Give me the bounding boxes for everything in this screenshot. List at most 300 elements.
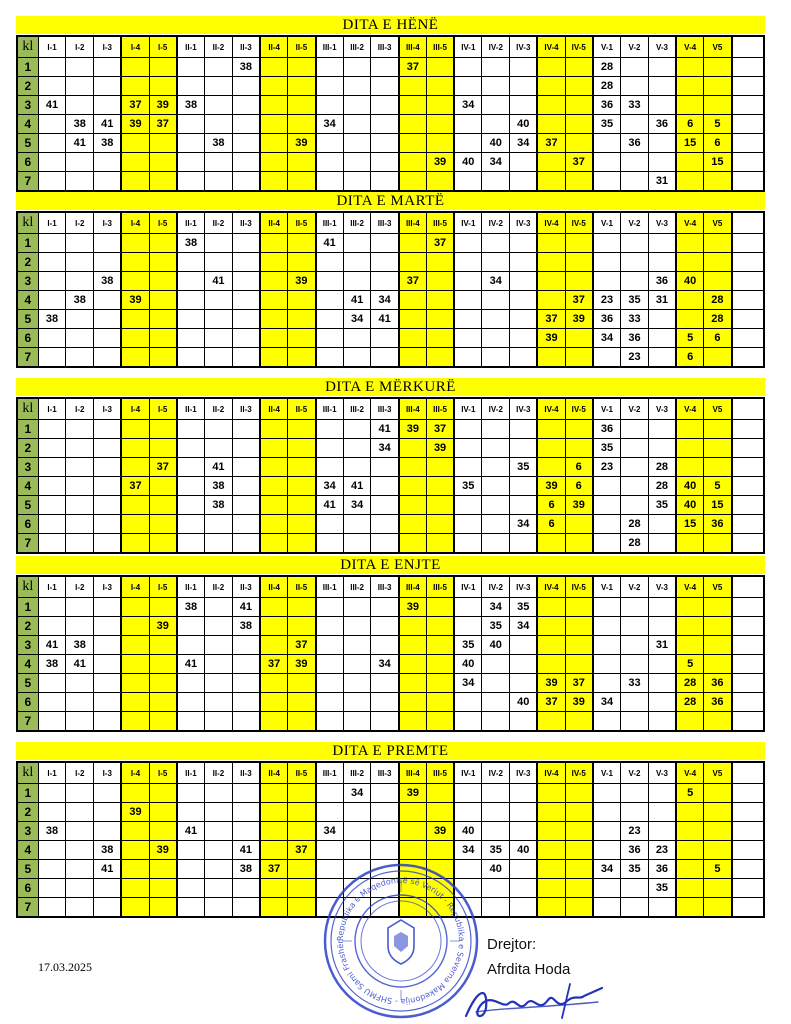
room-cell [399, 115, 427, 134]
period-number-cell: 4 [17, 477, 38, 496]
class-header-cell [732, 398, 764, 420]
room-cell [732, 674, 764, 693]
room-cell: 35 [648, 879, 676, 898]
room-cell: 38 [94, 841, 122, 860]
room-cell [205, 234, 233, 253]
room-cell: 39 [288, 655, 316, 674]
room-cell [732, 348, 764, 368]
room-cell [38, 115, 66, 134]
kl-header-cell: kl [17, 398, 38, 420]
room-cell [121, 310, 149, 329]
room-cell [482, 693, 510, 712]
room-cell [593, 496, 621, 515]
room-cell: 40 [676, 477, 704, 496]
room-cell [454, 348, 482, 368]
room-cell [205, 784, 233, 803]
class-header-cell: IV-2 [482, 762, 510, 784]
room-cell [593, 253, 621, 272]
school-stamp [322, 862, 480, 1020]
day-schedule-table [16, 35, 765, 192]
room-cell [149, 420, 177, 439]
room-cell [371, 534, 399, 554]
room-cell [205, 348, 233, 368]
room-cell [288, 822, 316, 841]
room-cell [732, 860, 764, 879]
room-cell [260, 153, 288, 172]
room-cell [426, 77, 454, 96]
class-header-cell: IV-1 [454, 576, 482, 598]
room-cell [260, 636, 288, 655]
room-cell [260, 134, 288, 153]
class-header-cell: II-5 [288, 212, 316, 234]
room-cell [371, 784, 399, 803]
period-row [17, 420, 764, 439]
room-cell [482, 96, 510, 115]
room-cell [343, 348, 371, 368]
class-header-cell: V-3 [648, 762, 676, 784]
room-cell [121, 784, 149, 803]
room-cell: 38 [94, 134, 122, 153]
room-cell [676, 636, 704, 655]
class-header-cell: V-1 [593, 762, 621, 784]
room-cell [66, 420, 94, 439]
class-header-cell: IV-4 [537, 36, 565, 58]
room-cell [316, 420, 344, 439]
class-header-cell: V-1 [593, 576, 621, 598]
room-cell: 40 [676, 496, 704, 515]
room-cell [371, 822, 399, 841]
room-cell [537, 841, 565, 860]
room-cell [260, 477, 288, 496]
room-cell [38, 234, 66, 253]
period-number-cell: 3 [17, 96, 38, 115]
room-cell [177, 291, 205, 310]
room-cell [232, 272, 260, 291]
room-cell [732, 310, 764, 329]
class-header-cell: IV-3 [510, 762, 538, 784]
room-cell: 34 [343, 310, 371, 329]
room-cell [648, 348, 676, 368]
room-cell: 41 [94, 860, 122, 879]
room-cell [94, 234, 122, 253]
room-cell [704, 420, 732, 439]
room-cell: 37 [537, 310, 565, 329]
room-cell [205, 291, 233, 310]
header-row [17, 762, 764, 784]
room-cell [676, 291, 704, 310]
room-cell [565, 534, 593, 554]
room-cell [149, 860, 177, 879]
room-cell [593, 822, 621, 841]
room-cell [260, 898, 288, 918]
room-cell [510, 58, 538, 77]
room-cell [593, 898, 621, 918]
room-cell [621, 803, 649, 822]
class-header-cell: I-2 [66, 36, 94, 58]
class-header-cell: IV-4 [537, 398, 565, 420]
kl-header-cell: kl [17, 212, 38, 234]
room-cell [38, 134, 66, 153]
room-cell: 5 [704, 477, 732, 496]
period-row [17, 291, 764, 310]
room-cell [343, 841, 371, 860]
room-cell [232, 134, 260, 153]
class-header-cell: I-5 [149, 576, 177, 598]
room-cell [288, 712, 316, 732]
room-cell [343, 534, 371, 554]
period-row [17, 96, 764, 115]
room-cell [537, 803, 565, 822]
room-cell: 37 [426, 234, 454, 253]
class-header-cell: II-5 [288, 762, 316, 784]
period-row [17, 515, 764, 534]
room-cell [260, 329, 288, 348]
room-cell [232, 636, 260, 655]
room-cell [260, 458, 288, 477]
room-cell [482, 458, 510, 477]
room-cell [426, 534, 454, 554]
room-cell [343, 153, 371, 172]
room-cell [593, 598, 621, 617]
room-cell [177, 310, 205, 329]
room-cell [648, 803, 676, 822]
room-cell [399, 841, 427, 860]
room-cell [732, 96, 764, 115]
room-cell [593, 803, 621, 822]
room-cell [676, 822, 704, 841]
room-cell [205, 860, 233, 879]
room-cell [260, 272, 288, 291]
room-cell: 34 [510, 515, 538, 534]
room-cell [648, 898, 676, 918]
class-header-cell: III-2 [343, 576, 371, 598]
period-number-cell: 7 [17, 348, 38, 368]
class-header-cell: II-2 [205, 398, 233, 420]
room-cell [510, 234, 538, 253]
room-cell [94, 803, 122, 822]
room-cell [371, 803, 399, 822]
room-cell [399, 655, 427, 674]
room-cell: 31 [648, 291, 676, 310]
period-row [17, 439, 764, 458]
room-cell [38, 534, 66, 554]
room-cell [482, 784, 510, 803]
class-header-cell: III-5 [426, 576, 454, 598]
room-cell [316, 253, 344, 272]
class-header-cell: III-1 [316, 212, 344, 234]
room-cell [94, 477, 122, 496]
room-cell: 35 [648, 496, 676, 515]
room-cell: 28 [704, 291, 732, 310]
room-cell [149, 477, 177, 496]
room-cell: 37 [426, 420, 454, 439]
room-cell [593, 134, 621, 153]
period-row [17, 153, 764, 172]
room-cell: 38 [232, 617, 260, 636]
room-cell: 6 [565, 458, 593, 477]
room-cell [38, 841, 66, 860]
room-cell [537, 153, 565, 172]
room-cell [66, 712, 94, 732]
room-cell [232, 879, 260, 898]
room-cell [482, 115, 510, 134]
room-cell [482, 712, 510, 732]
room-cell [38, 617, 66, 636]
room-cell [260, 598, 288, 617]
room-cell: 38 [205, 477, 233, 496]
room-cell [454, 439, 482, 458]
room-cell [371, 253, 399, 272]
room-cell: 6 [704, 329, 732, 348]
room-cell: 28 [676, 693, 704, 712]
room-cell [149, 712, 177, 732]
room-cell [732, 693, 764, 712]
room-cell [66, 439, 94, 458]
room-cell [399, 803, 427, 822]
room-cell [399, 674, 427, 693]
room-cell [316, 458, 344, 477]
room-cell [121, 439, 149, 458]
class-header-cell: I-3 [94, 212, 122, 234]
room-cell [232, 898, 260, 918]
room-cell [66, 841, 94, 860]
room-cell [732, 420, 764, 439]
room-cell [426, 803, 454, 822]
room-cell [288, 496, 316, 515]
room-cell [621, 458, 649, 477]
day-title: DITA E PREMTE [16, 742, 765, 760]
room-cell [648, 534, 676, 554]
room-cell [621, 172, 649, 192]
class-header-cell: V-3 [648, 398, 676, 420]
room-cell: 38 [205, 134, 233, 153]
room-cell [94, 253, 122, 272]
room-cell [316, 712, 344, 732]
room-cell [399, 77, 427, 96]
class-header-cell: V-1 [593, 212, 621, 234]
room-cell [648, 77, 676, 96]
period-number-cell: 2 [17, 77, 38, 96]
room-cell [316, 77, 344, 96]
room-cell [704, 598, 732, 617]
room-cell [260, 439, 288, 458]
period-number-cell: 3 [17, 822, 38, 841]
room-cell [343, 636, 371, 655]
room-cell [121, 617, 149, 636]
room-cell [38, 879, 66, 898]
room-cell [94, 655, 122, 674]
room-cell [510, 636, 538, 655]
room-cell [648, 598, 676, 617]
room-cell [565, 860, 593, 879]
room-cell [371, 58, 399, 77]
room-cell [343, 617, 371, 636]
room-cell: 37 [565, 674, 593, 693]
room-cell [510, 496, 538, 515]
room-cell [704, 458, 732, 477]
room-cell [732, 534, 764, 554]
class-header-cell: V5 [704, 762, 732, 784]
room-cell: 36 [621, 134, 649, 153]
room-cell [177, 841, 205, 860]
room-cell: 15 [676, 134, 704, 153]
room-cell [732, 496, 764, 515]
room-cell [316, 636, 344, 655]
day-title: DITA E MARTË [16, 192, 765, 210]
room-cell [371, 153, 399, 172]
period-number-cell: 4 [17, 841, 38, 860]
room-cell [704, 77, 732, 96]
room-cell: 5 [704, 115, 732, 134]
room-cell [621, 879, 649, 898]
room-cell: 37 [288, 841, 316, 860]
room-cell [482, 329, 510, 348]
class-header-cell: II-1 [177, 576, 205, 598]
room-cell [510, 96, 538, 115]
room-cell: 35 [482, 617, 510, 636]
room-cell: 36 [593, 420, 621, 439]
room-cell [288, 153, 316, 172]
class-header-cell: IV-5 [565, 36, 593, 58]
class-header-cell: V-3 [648, 576, 676, 598]
room-cell [343, 234, 371, 253]
room-cell [94, 310, 122, 329]
class-header-cell: I-1 [38, 398, 66, 420]
svg-text:Republika e Maqedonisë së Veri: Republika e Maqedonisë së Veriut - Republika e Severna Makedonija - SHFMU Sami Frashër [335, 875, 467, 1007]
room-cell [565, 134, 593, 153]
room-cell [732, 784, 764, 803]
room-cell [38, 515, 66, 534]
class-header-cell: III-5 [426, 762, 454, 784]
room-cell [593, 784, 621, 803]
room-cell [177, 477, 205, 496]
class-header-cell [732, 212, 764, 234]
room-cell [205, 534, 233, 554]
class-header-cell: I-1 [38, 762, 66, 784]
period-number-cell: 6 [17, 515, 38, 534]
class-header-cell: II-3 [232, 398, 260, 420]
class-header-cell: IV-4 [537, 212, 565, 234]
room-cell [316, 598, 344, 617]
room-cell [288, 439, 316, 458]
class-header-cell: I-3 [94, 762, 122, 784]
room-cell [343, 253, 371, 272]
room-cell [565, 822, 593, 841]
class-header-cell: I-4 [121, 36, 149, 58]
room-cell [316, 272, 344, 291]
room-cell [676, 879, 704, 898]
room-cell [288, 803, 316, 822]
class-header-cell: IV-1 [454, 212, 482, 234]
room-cell [399, 693, 427, 712]
room-cell [371, 674, 399, 693]
room-cell [316, 310, 344, 329]
class-header-cell: III-2 [343, 762, 371, 784]
room-cell: 39 [288, 272, 316, 291]
room-cell: 34 [454, 96, 482, 115]
room-cell [565, 712, 593, 732]
room-cell [232, 534, 260, 554]
room-cell: 34 [454, 841, 482, 860]
room-cell [121, 636, 149, 655]
room-cell [732, 879, 764, 898]
class-header-cell: V5 [704, 36, 732, 58]
room-cell [288, 617, 316, 636]
room-cell [510, 291, 538, 310]
room-cell [454, 693, 482, 712]
class-header-cell: I-4 [121, 576, 149, 598]
room-cell: 34 [482, 598, 510, 617]
room-cell [482, 348, 510, 368]
room-cell [149, 496, 177, 515]
room-cell [232, 77, 260, 96]
class-header-cell: V-4 [676, 576, 704, 598]
room-cell [177, 636, 205, 655]
class-header-cell: IV-1 [454, 398, 482, 420]
class-header-cell: IV-4 [537, 576, 565, 598]
room-cell [510, 674, 538, 693]
room-cell: 5 [676, 784, 704, 803]
room-cell [343, 272, 371, 291]
class-header-cell: IV-2 [482, 576, 510, 598]
period-row [17, 134, 764, 153]
period-number-cell: 4 [17, 291, 38, 310]
room-cell: 37 [537, 134, 565, 153]
room-cell [38, 348, 66, 368]
class-header-cell: IV-3 [510, 212, 538, 234]
class-header-cell: V-2 [621, 36, 649, 58]
room-cell: 39 [537, 477, 565, 496]
class-header-cell: II-2 [205, 36, 233, 58]
room-cell [399, 515, 427, 534]
room-cell [732, 477, 764, 496]
day-title: DITA E MËRKURË [16, 378, 765, 396]
room-cell [177, 253, 205, 272]
room-cell [149, 253, 177, 272]
room-cell [177, 115, 205, 134]
room-cell [316, 329, 344, 348]
room-cell [177, 674, 205, 693]
room-cell [454, 598, 482, 617]
room-cell: 38 [38, 822, 66, 841]
room-cell [149, 784, 177, 803]
room-cell [232, 674, 260, 693]
room-cell [232, 420, 260, 439]
room-cell [343, 58, 371, 77]
room-cell [38, 420, 66, 439]
class-header-cell: II-4 [260, 212, 288, 234]
class-header-cell: IV-2 [482, 398, 510, 420]
room-cell [205, 803, 233, 822]
room-cell [121, 655, 149, 674]
room-cell: 6 [537, 496, 565, 515]
room-cell [371, 134, 399, 153]
room-cell [537, 898, 565, 918]
period-row [17, 841, 764, 860]
room-cell [426, 496, 454, 515]
room-cell [537, 348, 565, 368]
room-cell [482, 291, 510, 310]
room-cell [288, 898, 316, 918]
class-header-cell: IV-3 [510, 36, 538, 58]
room-cell [94, 617, 122, 636]
room-cell [537, 879, 565, 898]
room-cell: 38 [38, 655, 66, 674]
room-cell [232, 515, 260, 534]
room-cell [537, 655, 565, 674]
room-cell [537, 291, 565, 310]
room-cell [510, 655, 538, 674]
